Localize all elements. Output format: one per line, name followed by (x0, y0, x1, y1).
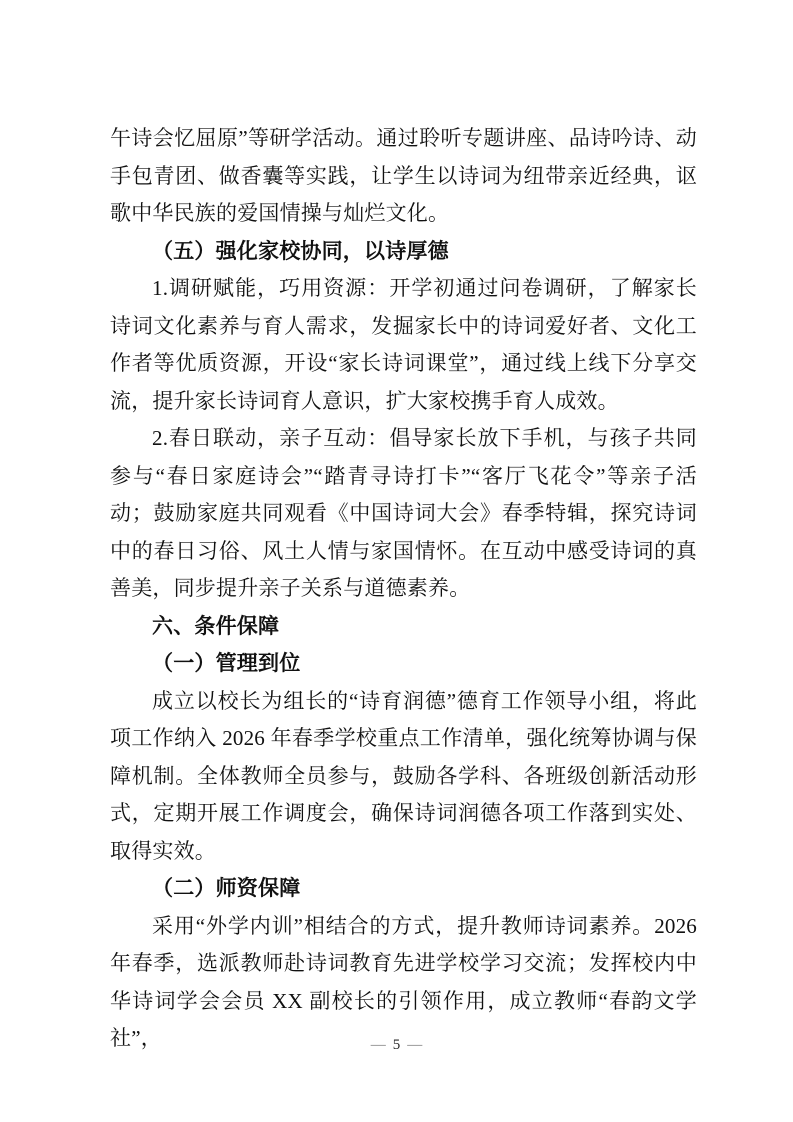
body-paragraph-continuation: 午诗会忆屈原”等研学活动。通过聆听专题讲座、品诗吟诗、动手包青团、做香囊等实践，让学生以诗词为纽带亲近经典，讴歌中华民族的爱国情操与灿烂文化。 (110, 126, 697, 225)
heading-section-5: （五）强化家校协同，以诗厚德 (152, 238, 449, 263)
body-paragraph-3: 成立以校长为组长的“诗育润德”德育工作领导小组，将此项工作纳入 2026 年春季学校重点工作清单，强化统筹协调与保障机制。全体教师全员参与，鼓励各学科、各班级创新活动形式，定期开展工作调度会，确保诗词润德各项工作落到实处、取得实效。 (110, 688, 697, 863)
page-number: 5 (392, 1037, 401, 1053)
heading-section-2: （二）师资保障 (152, 876, 301, 900)
heading-chapter-6: 六、条件保障 (152, 613, 280, 638)
body-paragraph-2: 2.春日联动，亲子互动：倡导家长放下手机，与孩子共同参与“春日家庭诗会”“踏青寻诗打卡”“客厅飞花令”等亲子活动；鼓励家庭共同观看《中国诗词大会》春季特辑，探究诗词中的春日习俗、风土人情与家国情怀。在互动中感受诗词的真善美，同步提升亲子关系与道德素养。 (110, 426, 697, 600)
page-footer (0, 1034, 793, 1056)
footer-dash-left: — (370, 1037, 386, 1053)
document-body (110, 120, 697, 1058)
body-paragraph-1: 1.调研赋能，巧用资源：开学初通过问卷调研，了解家长诗词文化素养与育人需求，发掘家长中的诗词爱好者、文化工作者等优质资源，开设“家长诗词课堂”，通过线上线下分享交流，提升家长诗词育人意识，扩大家校携手育人成效。 (110, 276, 697, 413)
footer-dash-right: — (407, 1037, 423, 1053)
body-paragraph-4: 采用“外学内训”相结合的方式，提升教师诗词素养。2026 年春季，选派教师赴诗词教育先进学校学习交流；发挥校内中华诗词学会会员 XX 副校长的引领作用，成立教师“春韵文学社”， (110, 913, 697, 1050)
heading-section-1: （一）管理到位 (152, 651, 301, 675)
